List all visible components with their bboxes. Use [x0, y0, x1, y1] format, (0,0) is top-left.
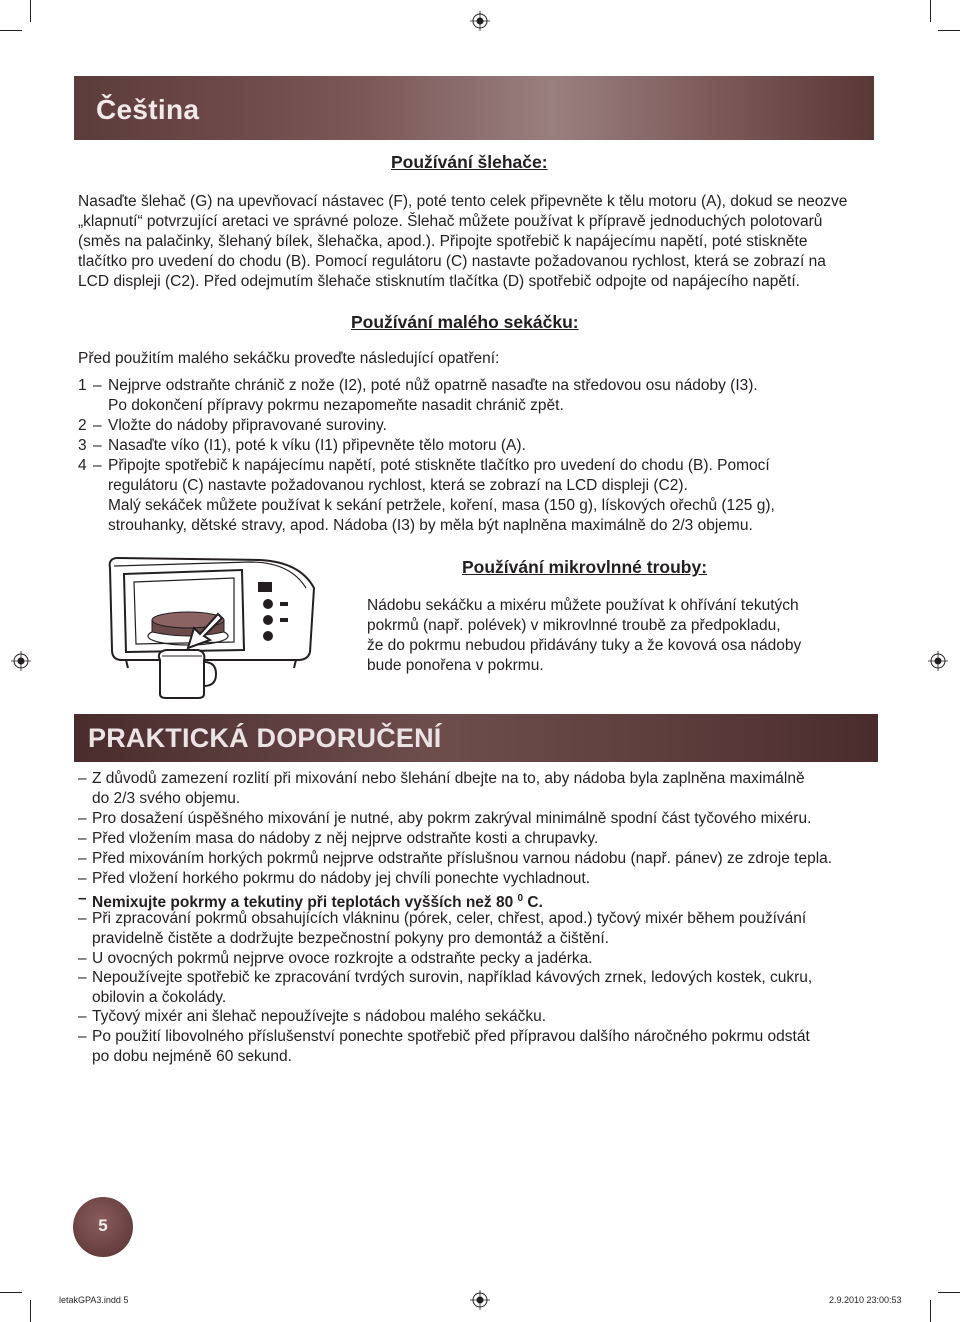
tip-suffix: C.	[523, 894, 543, 912]
crop-mark	[938, 1292, 960, 1293]
degree-superscript: 0	[517, 893, 524, 904]
crop-mark	[0, 30, 22, 31]
step-line: Po dokončení přípravy pokrmu nezapomeňte nasadit chránič zpět.	[108, 397, 564, 414]
tip-text	[92, 949, 593, 969]
tip-dash: –	[78, 830, 87, 847]
tip-text	[92, 968, 812, 1008]
tip-dash: –	[78, 870, 87, 887]
tip-dash: –	[78, 969, 87, 986]
step-dash: –	[93, 437, 102, 454]
crop-mark	[930, 0, 931, 22]
tip-line: Nepoužívejte spotřebič ke zpracování tvrdých surovin, například kávových zrnek, ledových kostek, cukru,	[92, 969, 813, 986]
tip-text	[92, 1007, 546, 1027]
tips-banner	[74, 714, 878, 762]
tip-dash: –	[78, 1028, 87, 1045]
crop-mark	[938, 30, 960, 31]
tip-text	[92, 869, 590, 889]
tip-line: Nemixujte pokrmy a tekutiny při teplotách vyšších než 80	[92, 894, 514, 912]
step-text	[108, 456, 775, 536]
tip-text	[92, 909, 806, 949]
tip-line: pravidelně čistěte a dodržujte bezpečnostní pokyny pro demontáž a čištění.	[92, 930, 609, 947]
crop-mark	[30, 0, 31, 22]
step-text	[108, 376, 758, 416]
step-line: Připojte spotřebič k napájecímu napětí, poté stiskněte tlačítko pro uvedení do chodu (B). Pomocí	[108, 457, 770, 474]
tip-dash: –	[78, 910, 87, 927]
microwave-line: pokrmů (např. polévek) v mikrovlnné troubě za předpokladu,	[367, 617, 781, 634]
tip-text	[92, 769, 805, 809]
microwave-illustration	[100, 548, 322, 700]
footer-timestamp: 2.9.2010 23:00:53	[829, 1295, 902, 1305]
microwave-line: že do pokrmu nebudou přidávány tuky a že kovová osa nádoby	[367, 637, 802, 654]
tip-line: Před mixováním horkých pokrmů nejprve odstraňte příslušnou varnou nádobu (např. pánev) ze zdroje tepla.	[92, 850, 833, 867]
tip-line: do 2/3 svého objemu.	[92, 790, 241, 807]
whisk-paragraph	[78, 192, 847, 292]
crop-mark	[30, 1300, 31, 1322]
whisk-line: (směs na palačinky, šlehaný bílek, šlehačka, apod.). Připojte spotřebič k napájecímu napětí, poté stiskněte	[78, 233, 808, 250]
step-number: 1	[78, 377, 87, 394]
tip-line: U ovocných pokrmů nejprve ovoce rozkrojte a odstraňte pecky a jadérka.	[92, 950, 593, 967]
tip-line: Před vložení horkého pokrmu do nádoby jej chvíli ponechte vychladnout.	[92, 870, 591, 887]
tip-dash: –	[78, 950, 87, 967]
tip-text	[92, 849, 832, 869]
step-line: Malý sekáček můžete používat k sekání petržele, koření, masa (150 g), lískových ořechů (125 g),	[108, 497, 775, 514]
step-dash: –	[93, 377, 102, 394]
tip-dash: –	[78, 770, 87, 787]
step-line: strouhanky, dětské stravy, apod. Nádoba (I3) by měla být naplněna maximálně do 2/3 objemu.	[108, 517, 753, 534]
step-line: Nejprve odstraňte chránič z nože (I2), poté nůž opatrně nasaďte na středovou osu nádoby (I3).	[108, 377, 758, 394]
step-dash: –	[93, 417, 102, 434]
language-banner	[74, 76, 874, 140]
step-number: 2	[78, 417, 87, 434]
whisk-line: Nasaďte šlehač (G) na upevňovací nástavec (F), poté tento celek připevněte k tělu motoru (A), dokud se neozve	[78, 193, 848, 210]
step-dash: –	[93, 457, 102, 474]
tip-line: Tyčový mixér ani šlehač nepoužívejte s nádobou malého sekáčku.	[92, 1008, 547, 1025]
tip-line: obilovin a čokolády.	[92, 989, 227, 1006]
tip-dash: –	[78, 890, 87, 907]
tip-text	[92, 829, 598, 849]
registration-mark-icon	[470, 11, 490, 31]
tip-line: Při zpracování pokrmů obsahujících vlákninu (pórek, celer, chřest, apod.) tyčový mixér během používání	[92, 910, 807, 927]
tip-dash: –	[78, 1008, 87, 1025]
whisk-line: „klapnutí“ potvrzující aretaci ve správné poloze. Šlehač můžete používat k přípravě jednoduchých polotovarů	[78, 213, 823, 230]
tip-text	[92, 1027, 810, 1067]
tip-dash: –	[78, 810, 87, 827]
tip-line: Pro dosažení úspěšného mixování je nutné, aby pokrm zakrýval minimálně spodní část tyčového mixéru.	[92, 810, 812, 827]
step-number: 3	[78, 437, 87, 454]
page-number-badge	[73, 1197, 133, 1257]
chopper-heading: Používání malého sekáčku:	[351, 312, 579, 332]
tip-line: po dobu nejméně 60 sekund.	[92, 1048, 292, 1065]
registration-mark-icon	[470, 1290, 490, 1310]
microwave-line: bude ponořena v pokrmu.	[367, 657, 544, 674]
whisk-heading: Používání šlehače:	[391, 152, 548, 172]
tip-dash: –	[78, 850, 87, 867]
microwave-line: Nádobu sekáčku a mixéru můžete používat k ohřívání tekutých	[367, 597, 799, 614]
step-line: Vložte do nádoby připravované suroviny.	[108, 417, 387, 434]
registration-mark-icon	[928, 651, 948, 671]
crop-mark	[930, 1300, 931, 1322]
whisk-line: LCD displeji (C2). Před odejmutím šlehače stisknutím tlačítka (D) spotřebič odpojte od napájecího napětí.	[78, 273, 800, 290]
tip-line: Před vložením masa do nádoby z něj nejprve odstraňte kosti a chrupavky.	[92, 830, 599, 847]
whisk-line: tlačítko pro uvedení do chodu (B). Pomocí regulátoru (C) nastavte požadovanou rychlost, která se zobrazí na	[78, 253, 826, 270]
language-title: Čeština	[96, 94, 200, 125]
page-number: 5	[98, 1216, 108, 1235]
tip-text	[92, 809, 811, 829]
microwave-paragraph	[367, 596, 801, 676]
footer-filename: letakGPA3.indd 5	[59, 1295, 129, 1305]
tip-line: Z důvodů zamezení rozlití při mixování nebo šlehání dbejte na to, aby nádoba byla zaplněna maximálně	[92, 770, 805, 787]
chopper-intro: Před použitím malého sekáčku proveďte následující opatření:	[78, 350, 500, 367]
microwave-heading: Používání mikrovlnné trouby:	[462, 557, 708, 577]
registration-mark-icon	[11, 651, 31, 671]
step-number: 4	[78, 457, 87, 474]
tip-line: Po použití libovolného příslušenství ponechte spotřebič před přípravou dalšího náročného pokrmu odstát	[92, 1028, 810, 1045]
step-line: regulátoru (C) nastavte požadovanou rychlost, která se zobrazí na LCD displeji (C2).	[108, 477, 688, 494]
crop-mark	[0, 1292, 22, 1293]
tips-title: PRAKTICKÁ DOPORUČENÍ	[88, 723, 442, 753]
step-line: Nasaďte víko (I1), poté k víku (I1) připevněte tělo motoru (A).	[108, 437, 526, 454]
